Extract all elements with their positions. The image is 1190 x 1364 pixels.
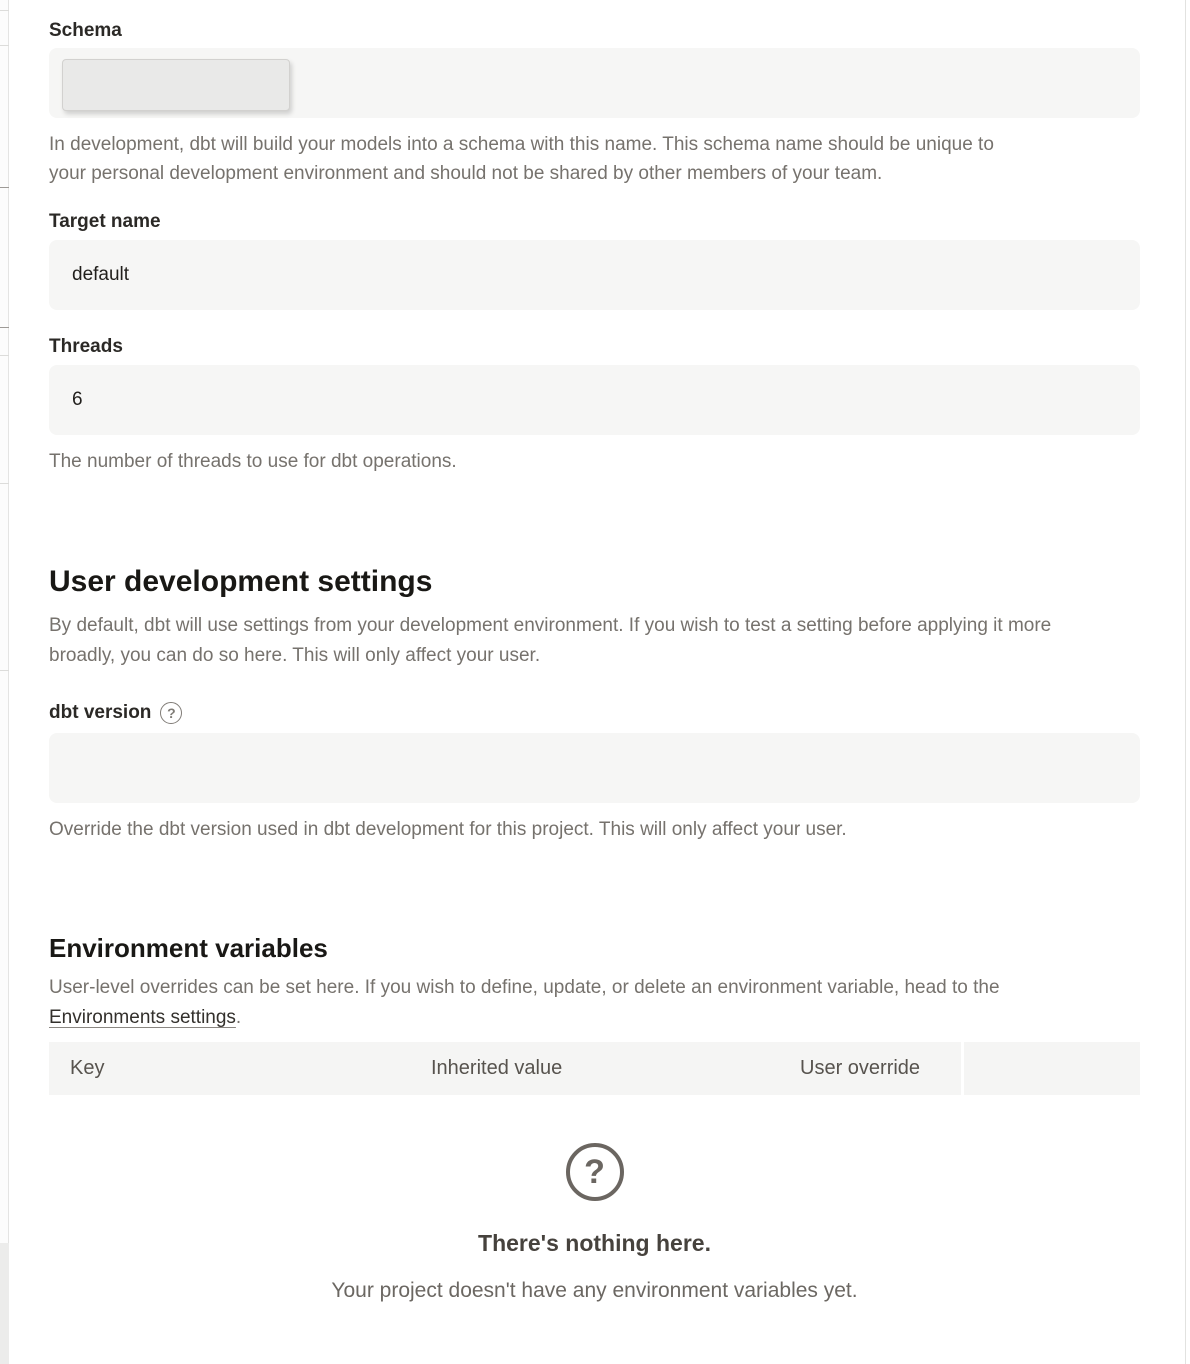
left-panel-divider (0, 483, 9, 484)
user-development-settings-heading: User development settings (49, 565, 433, 598)
left-panel-divider (0, 45, 9, 46)
environment-variables-description (49, 973, 1119, 1032)
column-header-key: Key (49, 1042, 431, 1095)
schema-label: Schema (49, 20, 122, 41)
empty-state-message: Your project doesn't have any environment variables yet. (331, 1279, 858, 1302)
schema-help-text: In development, dbt will build your models into a schema with this name. This schema name should be unique to your personal development environment and should not be shared by other members of your team. (49, 134, 994, 184)
environment-variables-heading: Environment variables (49, 933, 328, 963)
env-vars-empty-state (49, 1143, 1140, 1304)
user-development-settings-description: By default, dbt will use settings from your development environment. If you wish to test a setting before applying it more broadly, you can do so here. This will only affect your user. (49, 615, 1052, 666)
project-credentials-panel (49, 0, 1140, 1304)
left-panel-divider (0, 670, 9, 671)
threads-help-text: The number of threads to use for dbt operations. (49, 451, 457, 472)
left-panel-scrollbar-thumb[interactable] (0, 1243, 9, 1364)
dbt-version-label: dbt version (49, 702, 152, 723)
help-circle-icon[interactable]: ? (160, 702, 182, 724)
left-panel-divider (0, 355, 9, 356)
column-header-inherited-value: Inherited value (431, 1042, 800, 1095)
dbt-version-help-text: Override the dbt version used in dbt development for this project. This will only affect your user. (49, 819, 847, 840)
left-panel-divider (0, 10, 9, 11)
dbt-version-input[interactable] (49, 733, 1140, 803)
left-panel-edge (0, 0, 9, 1364)
threads-label: Threads (49, 336, 123, 357)
env-vars-table-header (49, 1042, 1140, 1095)
threads-input[interactable] (49, 365, 1140, 435)
empty-state-title: There's nothing here. (478, 1230, 711, 1256)
right-panel-edge (1185, 0, 1186, 1364)
left-panel-divider (0, 327, 9, 328)
environments-settings-link[interactable]: Environments settings (49, 1006, 236, 1028)
left-panel-divider (0, 187, 9, 188)
environment-variables-description-text: User-level overrides can be set here. If you wish to define, update, or delete an environment variable, head to the (49, 977, 1000, 998)
target-name-label: Target name (49, 211, 161, 232)
target-name-input[interactable] (49, 240, 1140, 310)
environment-variables-description-period: . (235, 1006, 242, 1028)
question-mark-circle-icon: ? (566, 1143, 624, 1201)
column-header-actions (964, 1042, 1140, 1095)
column-header-user-override: User override (800, 1042, 961, 1095)
schema-value-redacted (62, 59, 290, 111)
